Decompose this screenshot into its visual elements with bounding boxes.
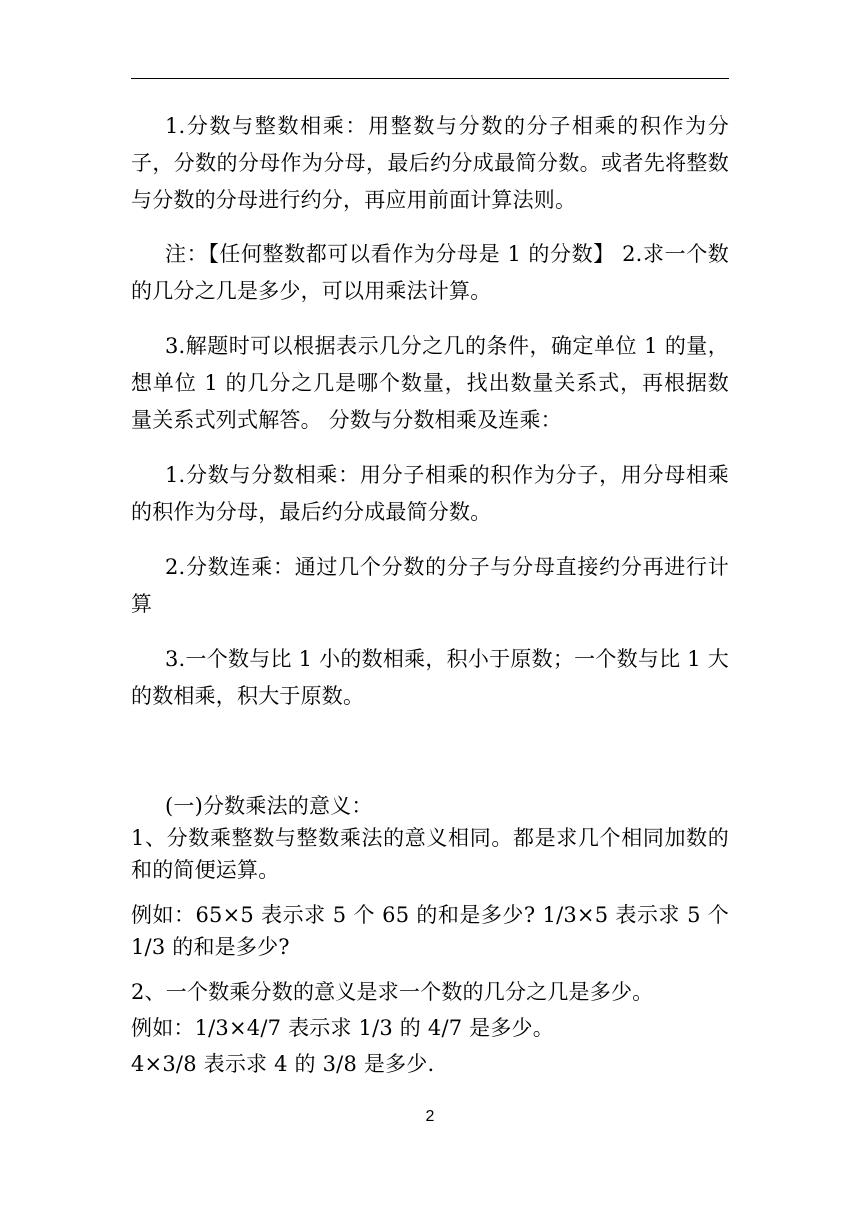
section-line-meaning: 1、分数乘整数与整数乘法的意义相同。都是求几个相同加数的和的简便运算。: [131, 826, 729, 882]
paragraph-unit-one: 3.解题时可以根据表示几分之几的条件，确定单位 1 的量，想单位 1 的几分之几是哪个数量，找出数量关系式，再根据数量关系式列式解答。 分数与分数相乘及连乘：: [131, 334, 729, 432]
header-rule: [131, 78, 729, 79]
paragraph-fraction-times-integer: 1.分数与整数相乘：用整数与分数的分子相乘的积作为分子，分数的分母作为分母，最后约分成最简分数。或者先将整数与分数的分母进行约分，再应用前面计算法则。: [131, 114, 729, 212]
paragraph-compare-product: 3.一个数与比 1 小的数相乘，积小于原数；一个数与比 1 大的数相乘，积大于原数。: [131, 647, 729, 708]
section-heading: (一)分数乘法的意义：: [165, 794, 373, 818]
section-line-example-3: 4×3/8 表示求 4 的 3/8 是多少.: [131, 1052, 435, 1076]
paragraph-fraction-times-fraction: 1.分数与分数相乘：用分子相乘的积作为分子，用分母相乘的积作为分母，最后约分成最简分数。: [131, 463, 729, 524]
paragraph-note: 注：【任何整数都可以看作为分母是 1 的分数】 2.求一个数的几分之几是多少，可以用乘法计算。: [131, 242, 729, 303]
section-line-meaning-2: 2、一个数乘分数的意义是求一个数的几分之几是多少。: [131, 980, 654, 1004]
paragraph-continuous-multiply: 2.分数连乘：通过几个分数的分子与分母直接约分再进行计算: [131, 555, 729, 616]
section-line-example-1: 例如：65×5 表示求 5 个 65 的和是多少? 1/3×5 表示求 5 个 1/3 的和是多少?: [131, 903, 729, 959]
page-number: 2: [425, 1108, 435, 1125]
section-line-example-2: 例如：1/3×4/7 表示求 1/3 的 4/7 是多少。: [131, 1016, 554, 1040]
